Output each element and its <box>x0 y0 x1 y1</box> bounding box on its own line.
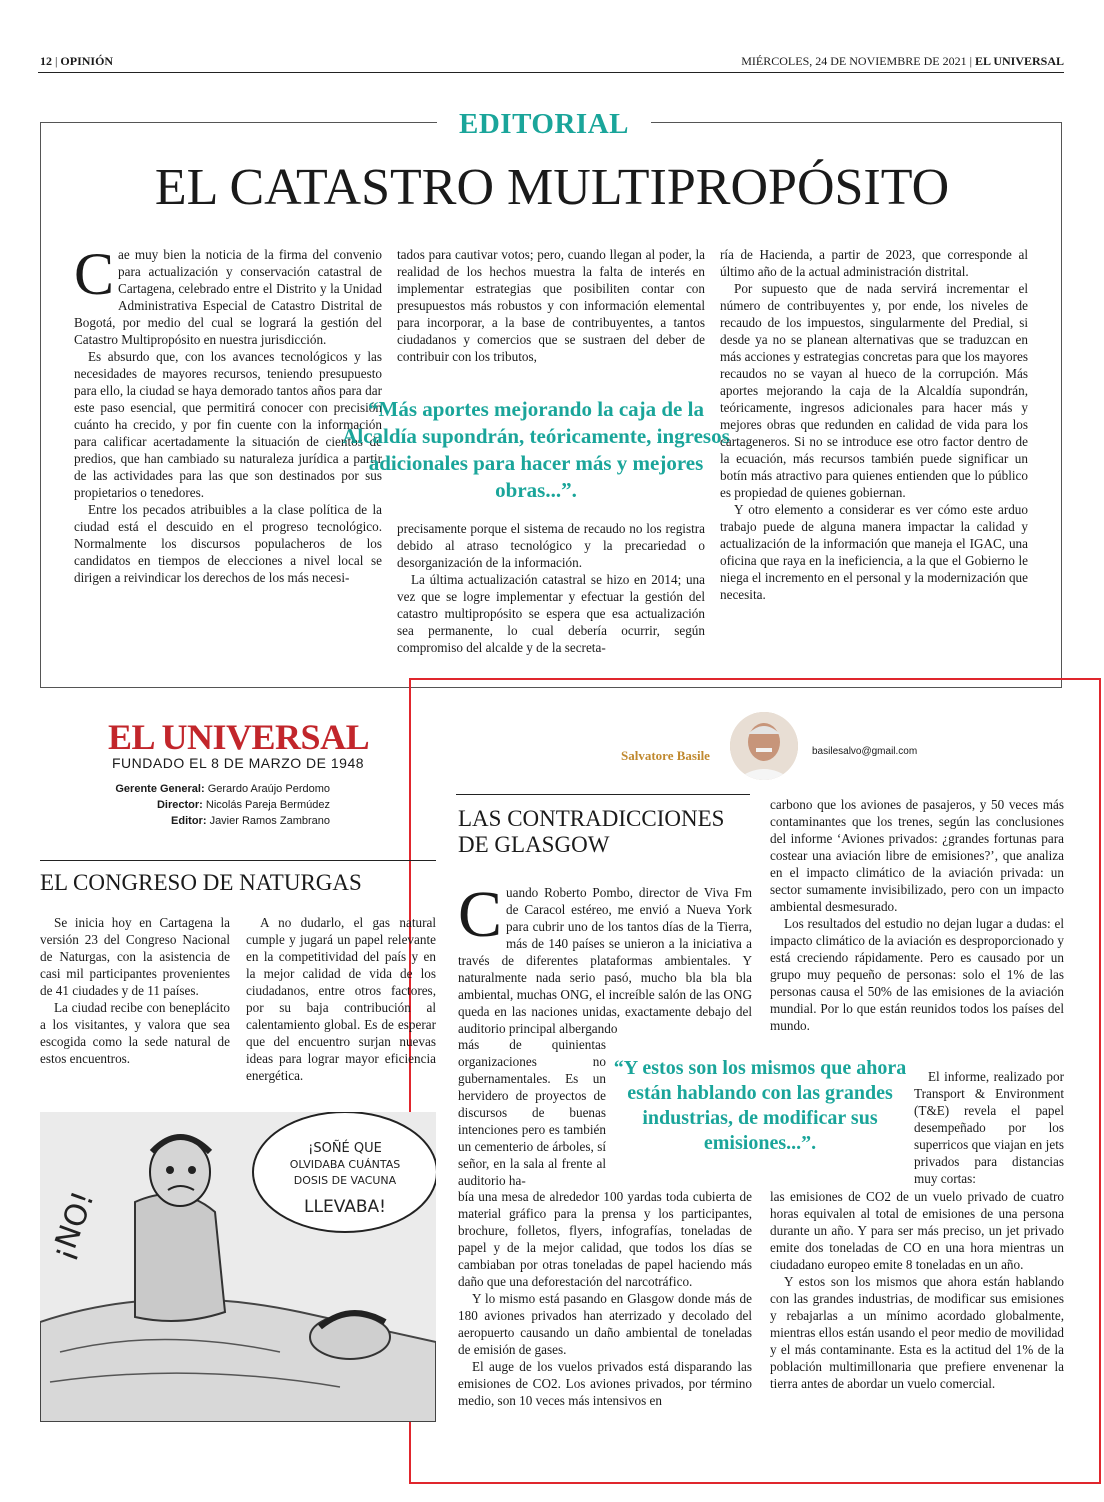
editorial-col3-p2: Por supuesto que de nada servirá incrementar el número de contribuyentes y, por ende, los niveles de recaudo de los impuestos, singularmente del Predial, si desde ya no se planean alternativas que se traduzcan en más acciones y estrategias concretas para que los mayores recaudos no se vayan al hueco de la corrupción. Más aportes mejorando la caja de la Alcaldía supondrán, teóricamente, ingresos adicionales para hacer más y mejores obras que redunden en calidad de vida para los cartageneros. Si no se introduce ese otro factor dentro de la ecuación, más recursos también puede significar un botín más atractivo para quienes entienden que lo público es propiedad de quienes gobiernan. <box>720 281 1028 500</box>
naturgas-column-1 <box>40 914 230 1067</box>
page-header-left: 12 | OPINIÓN <box>40 54 114 68</box>
issue-date: MIÉRCOLES, 24 DE NOVIEMBRE DE 2021 <box>741 54 967 68</box>
editorial-column-2-bottom <box>397 520 705 656</box>
editorial-column-1 <box>74 241 382 586</box>
column-col1-top <box>458 878 752 1037</box>
column-col1-p4: Y lo mismo está pasando en Glasgow donde más de 180 aviones privados han aterrizado y decolado del aeropuerto causando un daño ambiental de toneladas de emisión de gases. <box>458 1291 752 1357</box>
masthead-name: EL UNIVERSAL <box>108 717 370 757</box>
column-col1-narrow <box>458 1036 606 1189</box>
masthead-credit: Gerente General: Gerardo Araújo Perdomo <box>115 783 330 795</box>
section-name: OPINIÓN <box>60 54 114 68</box>
column-col2-top <box>770 796 1064 1034</box>
naturgas-rule <box>40 860 436 861</box>
author-email: basilesalvo@gmail.com <box>812 746 918 757</box>
cartoon-drawing <box>40 1112 436 1422</box>
column-col2-p1: carbono que los aviones de pasajeros, y 50 veces más contaminantes que los trenes, según las conclusiones del informe ‘Aviones privados: ¿grandes fortunas para costear una aviación libre de emisiones?’, que analiza en el impacto climático de la aviación privada: un sector sumamente invisibilizado, pero con un impacto ambiental desmesurado. <box>770 797 1064 914</box>
naturgas-column-2 <box>246 914 436 1084</box>
column-col1-p3: bía una mesa de alrededor 100 yardas toda cubierta de material gráfico para la prensa y los participantes, brochure, folletos, flyers, infografías, toneladas de papel y de la mejor calidad, que todos los días se cambiaban por otras toneladas de papel haciendo más daño que una deforestación del narcotráfico. <box>458 1189 752 1289</box>
editorial-col2-p1: tados para cautivar votos; pero, cuando llegan al poder, la realidad de los hechos muestra la falta de interés en implementar estrategias que posibiliten contar con presupuestos más robustos y con información elemental para incorporar, a la base de contribuyentes, a tantos ciudadanos y comercios que se sustraen del deber de contribuir con los tributos, <box>397 247 705 364</box>
naturgas-col1-p1: Se inicia hoy en Cartagena la versión 23 del Congreso Nacional de Naturgas, con la asistencia de casi mil participantes provenientes de 41 ciudades y de 11 países. <box>40 915 230 998</box>
column-col1-p2: más de quinientas organizaciones no gubernamentales. Es un hervidero de proyectos de discursos de buenas intenciones pero es también un cementerio de árboles, sí señor, en la sala al frente al auditorio ha- <box>458 1037 606 1188</box>
author-photo <box>730 712 798 780</box>
header-rule <box>38 72 1064 73</box>
cartoon-speech-line-2: OLVIDABA CUÁNTAS <box>289 1158 401 1171</box>
column-col2-p5: Y estos son los mismos que ahora están hablando con las grandes industrias, de modificar sus emisiones y rebajarlas a un mínimo acordado globalmente, mientras ellos están usando el peor medio de movilidad y el más contaminante. Esta es la actitud del 1% de la población multimillonaria que prefiere envenenar la tierra antes de abordar un vuelo comercial. <box>770 1274 1064 1391</box>
column-col1-p1: uando Roberto Pombo, director de Viva Fm de Caracol estéreo, me envió a Nueva York para cubrir uno de los tantos días de la Tierra, más de 140 países se unieron a la iniciativa a través de diferentes plataformas ambientales. Y naturalmente nada serio pasó, mucho bla bla bla ambiental, muchas ONG, el increíble salón de las ONG queda en las naciones unidas, exactamente debajo del auditorio principal albergando <box>458 885 752 1036</box>
column-col2-p2: Los resultados del estudio no dejan lugar a dudas: el impacto climático de la aviación es desproporcionado y está creciendo rápidamente. Pero es causado por un grupo muy pequeño de personas: solo el 1% de las personas causa el 50% de las emisiones de la aviación mundial. Por lo que están reunidos todos los países del mundo. <box>770 916 1064 1033</box>
naturgas-title: EL CONGRESO DE NATURGAS <box>40 870 362 895</box>
masthead-credit: Editor: Javier Ramos Zambrano <box>171 815 330 827</box>
masthead-credit: Director: Nicolás Pareja Bermúdez <box>156 799 330 811</box>
naturgas-col1-p2: La ciudad recibe con beneplácito a los visitantes, y valora que sea escogida como la sede natural de estos encuentros. <box>40 1000 230 1066</box>
cartoon-exclamation: ¡NO! <box>44 1186 102 1265</box>
cartoon-speech-line-1: ¡SOÑÉ QUE <box>308 1141 382 1156</box>
editorial-col1-p2: Es absurdo que, con los avances tecnológicos y las necesidades de mayores recursos, teniendo presupuesto para ello, la ciudad se haya demorado tantos años para dar este paso esencial, que permitirá conocer con precisión cuánto ha crecido, y por fin cuente con la información para calificar acertadamente la situación de cientos de predios, que han cambiado su naturaleza jurídica a partir de las actividades para las que son destinados por sus propietarios o tenedores. <box>74 349 382 500</box>
column-dropcap: C <box>458 878 503 951</box>
column-title: LAS CONTRADICCIONES DE GLASGOW <box>458 806 725 857</box>
cartoon-speech-line-3: DOSIS DE VACUNA <box>293 1174 397 1187</box>
column-col1-bottom <box>458 1188 752 1409</box>
column-author: Salvatore Basile <box>621 748 710 763</box>
cartoon-illustration <box>40 1112 436 1422</box>
editorial-column-3 <box>720 246 1028 603</box>
page-header-right: MIÉRCOLES, 24 DE NOVIEMBRE DE 2021 | EL UNIVERSAL <box>741 54 1064 68</box>
editorial-col1-p3: Entre los pecados atribuibles a la clase política de la ciudad está el descuido en el progreso tecnológico. Normalmente los discursos populacheros de los candidatos en tiempos de elecciones a nivel local se dirigen a reivindicar los derechos de los más necesi- <box>74 502 382 585</box>
naturgas-col2-p1: A no dudarlo, el gas natural cumple y jugará un papel relevante en la competitividad del país y en la mejor calidad de vida de los ciudadanos, entre otros factores, por su baja contribución al calentamiento global. Es de esperar que del encuentro surjan nuevas ideas para lograr mayor eficiencia energética. <box>246 915 436 1083</box>
column-col2-p4: las emisiones de CO2 de un vuelo privado de cuatro horas equivalen al total de emisiones de una persona durante un año. Y para ser más preciso, un jet privado emite dos toneladas de CO en una hora mientras un ciudadano europeo emite 8 toneladas en un año. <box>770 1189 1064 1272</box>
editorial-title: EL CATASTRO MULTIPROPÓSITO <box>154 159 950 216</box>
editorial-col2-p2: precisamente porque el sistema de recaudo no los registra debido al atraso tecnológico y la precariedad o desorganización de la información. <box>397 521 705 570</box>
editorial-col1-p1: ae muy bien la noticia de la firma del convenio para actualización y conservación catastral de Cartagena, celebrado entre el Distrito y la Unidad Administrativa Especial de Catastro Distrital de Bogotá, por medio del cual se logrará la gestión del Catastro Multipropósito en nuestra jurisdicción. <box>74 247 382 347</box>
editorial-col2-p3: La última actualización catastral se hizo en 2014; una vez que se logre implementar y efectuar la gestión del catastro multipropósito se espera que esa actualización sea permanente, lo cual debería ocurrir, según compromiso del alcalde y de la secreta- <box>397 572 705 655</box>
column-pull-quote: “Y estos son los mismos que ahora están hablando con las grandes industrias, de modificar sus emisiones...”. <box>613 1057 907 1154</box>
column-title-rule <box>456 794 750 795</box>
column-col2-narrow <box>914 1068 1064 1187</box>
author-portrait-icon <box>730 712 798 780</box>
cartoon-speech-line-4: LLEVABA! <box>304 1197 386 1217</box>
editorial-column-2-top <box>397 246 705 365</box>
column-col2-bottom <box>770 1188 1064 1392</box>
editorial-label: EDITORIAL <box>437 108 651 141</box>
page-number: 12 <box>40 54 52 68</box>
editorial-dropcap: C <box>74 241 115 307</box>
editorial-col3-p3: Y otro elemento a considerar es ver cómo este arduo trabajo puede de alguna manera impactar la calidad y actualización de la información que maneja el IGAC, una oficina que raya en la ineficiencia, a la que el Gobierno le niega el incremento en el personal y la modernización que necesita. <box>720 502 1028 602</box>
column-col1-p5: El auge de los vuelos privados está disparando las emisiones de CO2. Los aviones privados, por término medio, son 10 veces más intensivos en <box>458 1359 752 1408</box>
publication-name: EL UNIVERSAL <box>974 54 1064 68</box>
editorial-pull-quote: “Más aportes mejorando la caja de la Alcaldía supondrán, teóricamente, ingresos adicionales para hacer más y mejores obras...”. <box>342 397 730 502</box>
column-col2-p3: El informe, realizado por Transport & Environment (T&E) revela el papel desempeñado por los superricos que viajan en jets privados para distancias muy cortas: <box>914 1069 1064 1186</box>
masthead-founded: FUNDADO EL 8 DE MARZO DE 1948 <box>112 755 365 771</box>
editorial-col3-p1: ría de Hacienda, a partir de 2023, que corresponde al último año de la actual administración distrital. <box>720 247 1028 279</box>
